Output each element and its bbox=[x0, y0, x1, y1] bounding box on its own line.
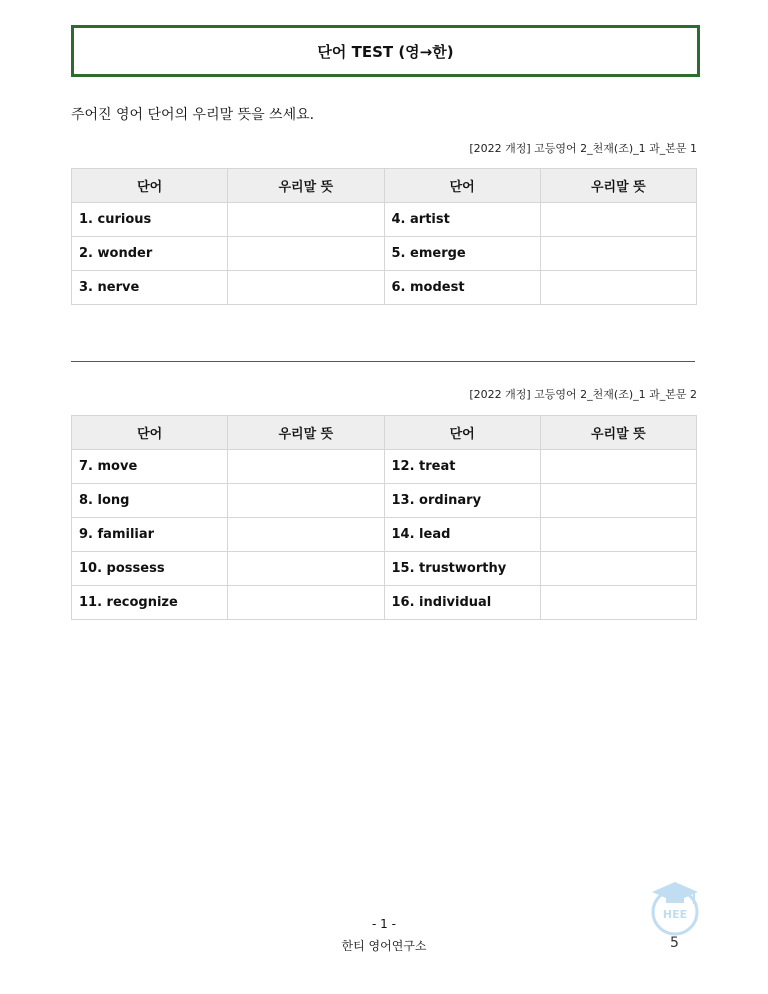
word-cell: 5. emerge bbox=[384, 237, 540, 271]
answer-cell[interactable] bbox=[228, 586, 384, 620]
footer-organization: 한티 영어연구소 bbox=[341, 939, 427, 953]
answer-cell[interactable] bbox=[540, 484, 696, 518]
source-label-2: [2022 개정] 고등영어 2_천재(조)_1 과_본문 2 bbox=[469, 388, 697, 401]
word-cell: 9. familiar bbox=[72, 518, 228, 552]
header-word: 단어 bbox=[384, 416, 540, 450]
word-cell: 7. move bbox=[72, 450, 228, 484]
corner-page-number: 5 bbox=[670, 935, 679, 951]
word-cell: 15. trustworthy bbox=[384, 552, 540, 586]
table-row bbox=[72, 271, 697, 305]
word-cell: 3. nerve bbox=[72, 271, 228, 305]
table-row bbox=[72, 203, 697, 237]
answer-cell[interactable] bbox=[540, 237, 696, 271]
table-row bbox=[72, 237, 697, 271]
source-label-1: [2022 개정] 고등영어 2_천재(조)_1 과_본문 1 bbox=[469, 142, 697, 155]
word-cell: 11. recognize bbox=[72, 586, 228, 620]
answer-cell[interactable] bbox=[228, 518, 384, 552]
page-number: - 1 - bbox=[372, 917, 396, 931]
answer-cell[interactable] bbox=[540, 586, 696, 620]
header-word: 단어 bbox=[384, 169, 540, 203]
title-text: 단어 TEST (영→한) bbox=[317, 42, 454, 61]
header-meaning: 우리말 뜻 bbox=[540, 169, 696, 203]
table-row bbox=[72, 586, 697, 620]
word-cell: 13. ordinary bbox=[384, 484, 540, 518]
word-cell: 4. artist bbox=[384, 203, 540, 237]
table-row bbox=[72, 518, 697, 552]
header-meaning: 우리말 뜻 bbox=[228, 169, 384, 203]
word-cell: 2. wonder bbox=[72, 237, 228, 271]
word-cell: 10. possess bbox=[72, 552, 228, 586]
word-cell: 16. individual bbox=[384, 586, 540, 620]
answer-cell[interactable] bbox=[540, 203, 696, 237]
answer-cell[interactable] bbox=[540, 271, 696, 305]
header-meaning: 우리말 뜻 bbox=[540, 416, 696, 450]
table-header-row bbox=[72, 416, 697, 450]
vocab-table-2 bbox=[71, 415, 697, 620]
header-word: 단어 bbox=[72, 169, 228, 203]
answer-cell[interactable] bbox=[228, 450, 384, 484]
logo-text: HEE bbox=[662, 908, 688, 921]
vocab-table-1 bbox=[71, 168, 697, 305]
instruction-text: 주어진 영어 단어의 우리말 뜻을 쓰세요. bbox=[71, 107, 315, 123]
word-cell: 1. curious bbox=[72, 203, 228, 237]
word-cell: 12. treat bbox=[384, 450, 540, 484]
table-row bbox=[72, 484, 697, 518]
answer-cell[interactable] bbox=[540, 552, 696, 586]
table-header-row bbox=[72, 169, 697, 203]
word-cell: 6. modest bbox=[384, 271, 540, 305]
answer-cell[interactable] bbox=[228, 271, 384, 305]
header-meaning: 우리말 뜻 bbox=[228, 416, 384, 450]
answer-cell[interactable] bbox=[228, 203, 384, 237]
section-divider bbox=[71, 361, 695, 362]
word-cell: 14. lead bbox=[384, 518, 540, 552]
answer-cell[interactable] bbox=[540, 518, 696, 552]
table-row bbox=[72, 450, 697, 484]
hee-logo-icon bbox=[648, 878, 702, 938]
answer-cell[interactable] bbox=[228, 484, 384, 518]
page-title bbox=[71, 25, 700, 77]
header-word: 단어 bbox=[72, 416, 228, 450]
answer-cell[interactable] bbox=[540, 450, 696, 484]
table-row bbox=[72, 552, 697, 586]
word-cell: 8. long bbox=[72, 484, 228, 518]
answer-cell[interactable] bbox=[228, 237, 384, 271]
answer-cell[interactable] bbox=[228, 552, 384, 586]
